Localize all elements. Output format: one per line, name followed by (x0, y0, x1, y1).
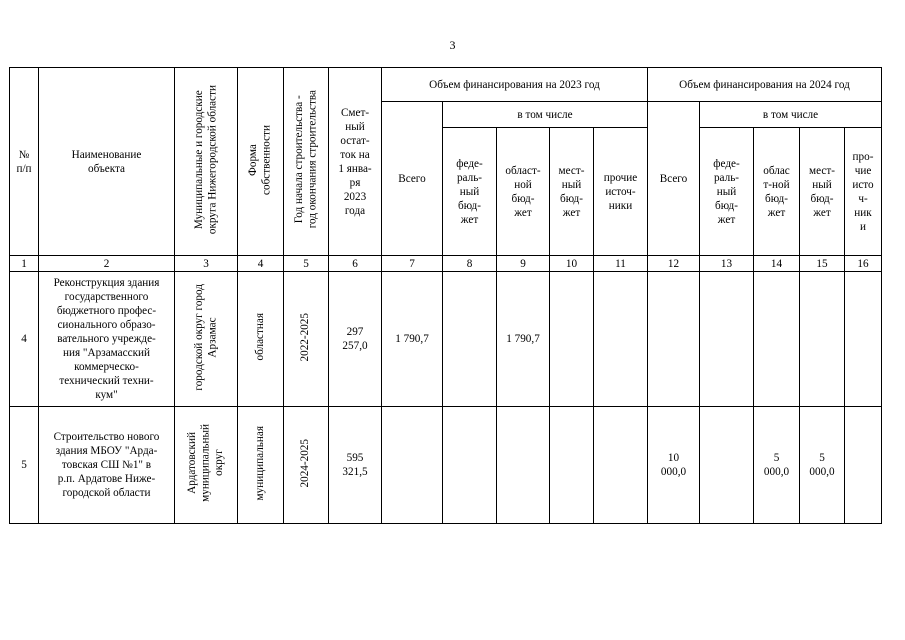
row-estimate: 595 321,5 (329, 407, 382, 524)
header-fin-2024: Объем финансирования на 2024 год (648, 68, 882, 102)
row-ownership: областная (238, 272, 284, 407)
header-including-2023: в том числе (443, 102, 648, 128)
row-local-2023 (550, 407, 594, 524)
row-num: 4 (10, 272, 39, 407)
header-ownership: Форма собственности (238, 68, 284, 256)
table-row (10, 272, 882, 407)
row-other-2023 (594, 272, 648, 407)
row-other-2023 (594, 407, 648, 524)
row-regional-2024: 5 000,0 (754, 407, 800, 524)
row-local-2024 (800, 272, 845, 407)
col-number: 1 (10, 256, 39, 272)
header-federal-2024: феде- раль- ный бюд- жет (700, 128, 754, 256)
row-federal-2024 (700, 407, 754, 524)
header-total-2024: Всего (648, 102, 700, 256)
row-regional-2023: 1 790,7 (497, 272, 550, 407)
col-number: 10 (550, 256, 594, 272)
header-local-2024: мест- ный бюд- жет (800, 128, 845, 256)
header-years: Год начала строительства - год окончания строительства (284, 68, 329, 256)
row-years: 2024-2025 (284, 407, 329, 524)
col-number: 13 (700, 256, 754, 272)
row-total-2023 (382, 407, 443, 524)
row-other-2024 (845, 272, 882, 407)
col-number: 8 (443, 256, 497, 272)
object-name: Реконструкция здания государственного бюджетного профес- сионального образо- вательного учрежде- ния "Арзамасский коммерческо- технический техни- кум" (39, 272, 175, 407)
col-number: 2 (39, 256, 175, 272)
page-number: 3 (449, 38, 456, 52)
row-total-2023: 1 790,7 (382, 272, 443, 407)
row-regional-2024 (754, 272, 800, 407)
financing-table (9, 67, 882, 524)
row-federal-2023 (443, 407, 497, 524)
col-number: 5 (284, 256, 329, 272)
row-total-2024 (648, 272, 700, 407)
row-municipality: городской округ город Арзамас (175, 272, 238, 407)
col-number: 15 (800, 256, 845, 272)
col-number: 11 (594, 256, 648, 272)
row-regional-2023 (497, 407, 550, 524)
col-number: 9 (497, 256, 550, 272)
col-number: 4 (238, 256, 284, 272)
header-local-2023: мест- ный бюд- жет (550, 128, 594, 256)
column-number-row (10, 256, 882, 272)
col-number: 3 (175, 256, 238, 272)
row-local-2024: 5 000,0 (800, 407, 845, 524)
row-num: 5 (10, 407, 39, 524)
header-row-1 (10, 68, 882, 102)
row-local-2023 (550, 272, 594, 407)
header-other-2023: прочие источ- ники (594, 128, 648, 256)
header-regional-2023: област- ной бюд- жет (497, 128, 550, 256)
header-fin-2023: Объем финансирования на 2023 год (382, 68, 648, 102)
header-estimate: Смет- ный остат- ток на 1 янва- ря 2023 года (329, 68, 382, 256)
col-number: 14 (754, 256, 800, 272)
row-federal-2023 (443, 272, 497, 407)
table-row (10, 407, 882, 524)
col-number: 12 (648, 256, 700, 272)
col-number: 16 (845, 256, 882, 272)
object-name: Строительство нового здания МБОУ "Арда- товская СШ №1" в р.п. Ардатове Ниже- городской области (39, 407, 175, 524)
row-municipality: Ардатовский муниципальный округ (175, 407, 238, 524)
row-total-2024: 10 000,0 (648, 407, 700, 524)
header-municipality: Муниципальные и городские округа Нижегородской области (175, 68, 238, 256)
row-other-2024 (845, 407, 882, 524)
row-estimate: 297 257,0 (329, 272, 382, 407)
header-other-2024: про- чие исто ч- ник и (845, 128, 882, 256)
row-years: 2022-2025 (284, 272, 329, 407)
header-num: № п/п (10, 68, 39, 256)
header-regional-2024: облас т-ной бюд- жет (754, 128, 800, 256)
header-name: Наименование объекта (39, 68, 175, 256)
row-ownership: муниципальная (238, 407, 284, 524)
header-including-2024: в том числе (700, 102, 882, 128)
header-total-2023: Всего (382, 102, 443, 256)
row-federal-2024 (700, 272, 754, 407)
col-number: 7 (382, 256, 443, 272)
col-number: 6 (329, 256, 382, 272)
header-federal-2023: феде- раль- ный бюд- жет (443, 128, 497, 256)
